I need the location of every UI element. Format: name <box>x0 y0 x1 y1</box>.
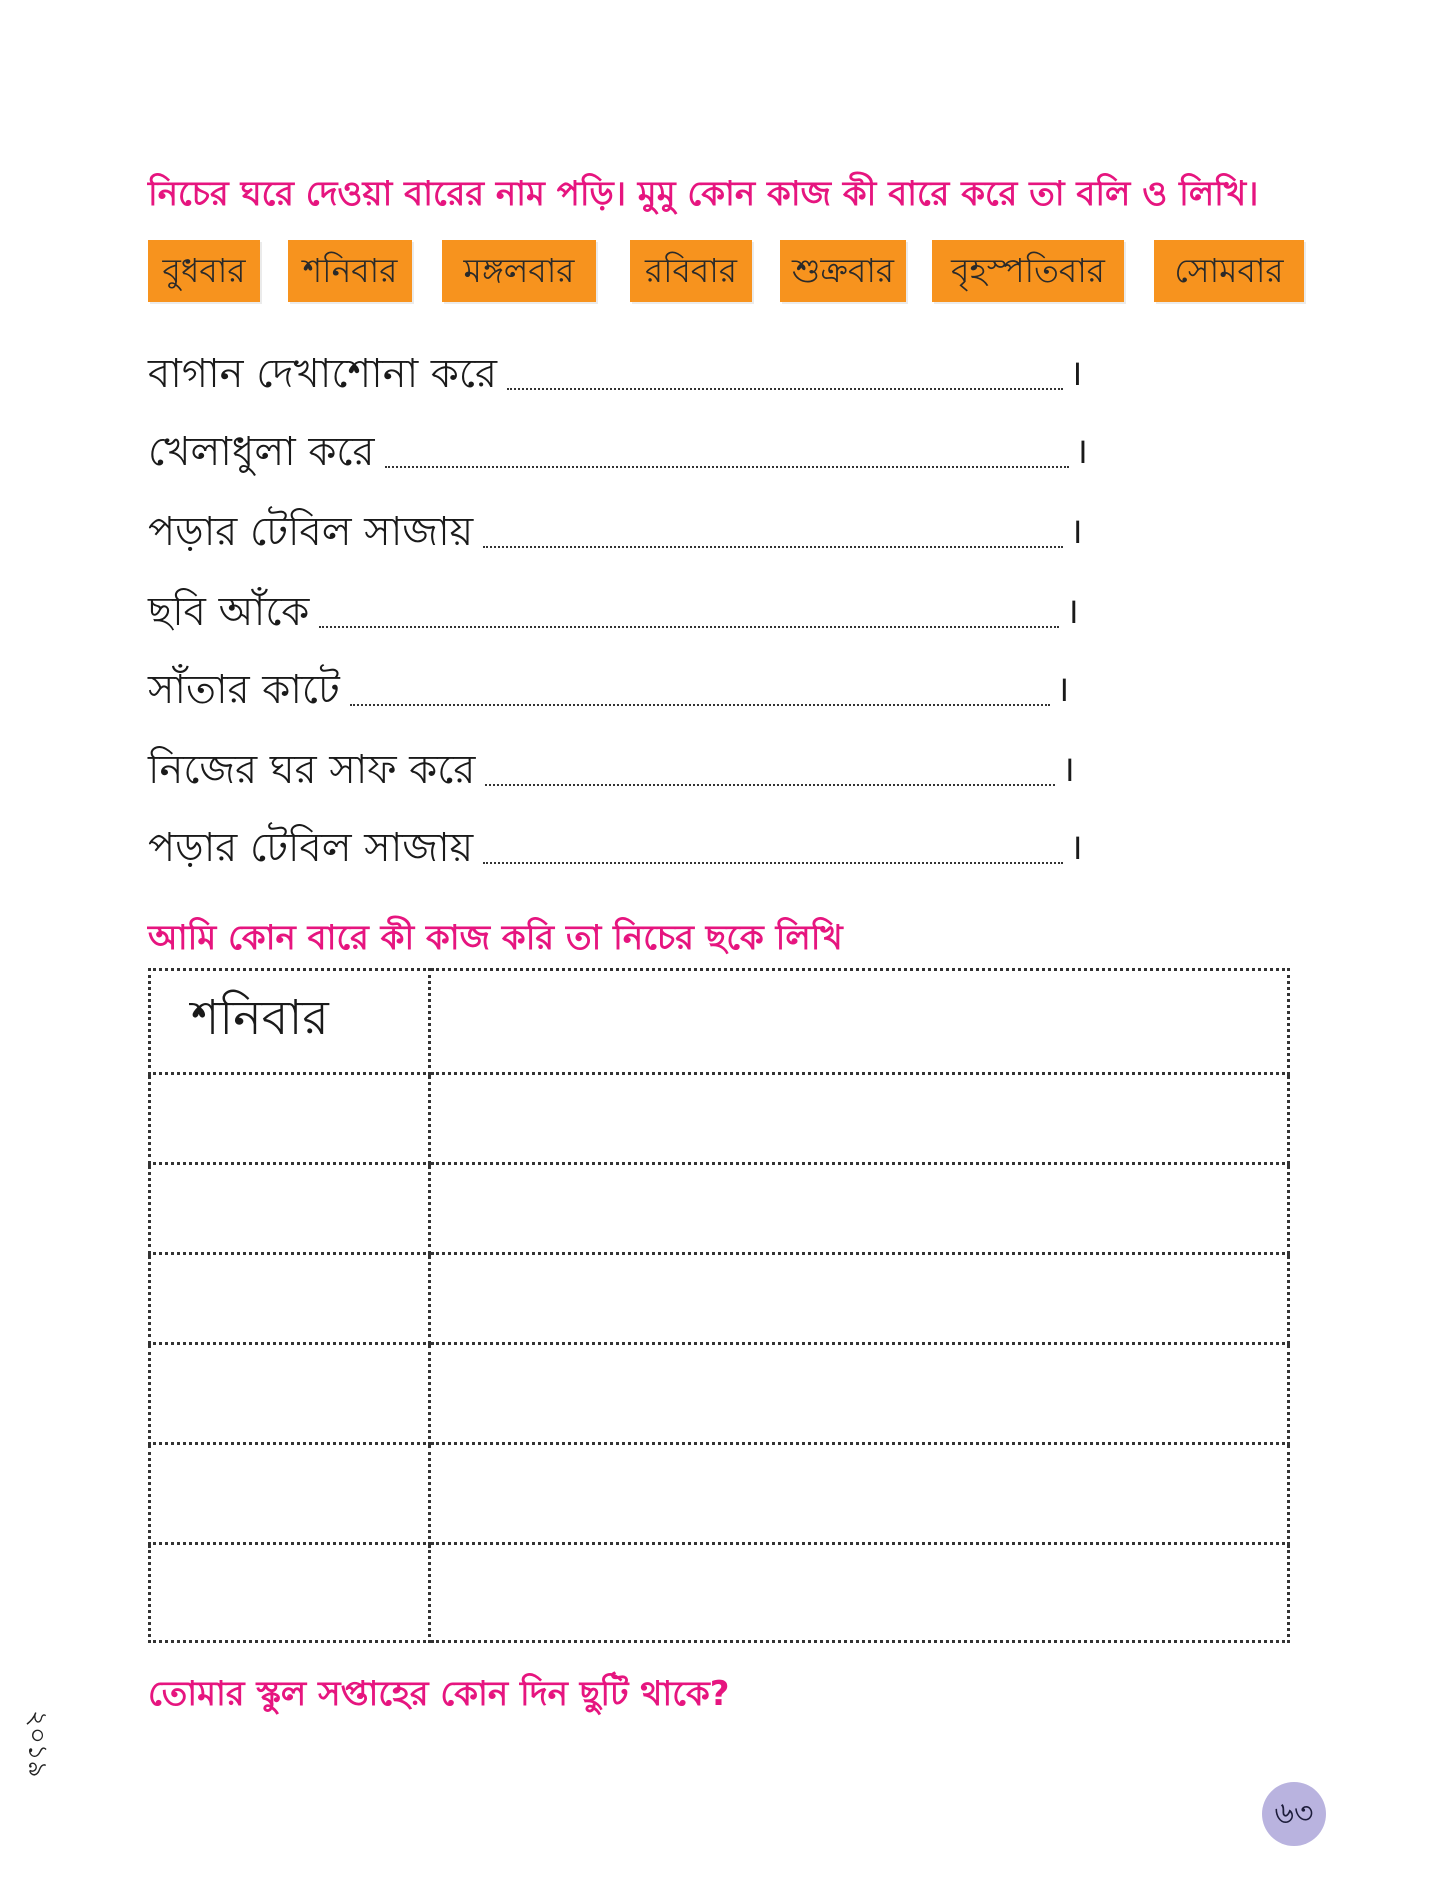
table-row <box>150 1444 1289 1544</box>
table-activity-cell[interactable] <box>430 1074 1289 1164</box>
activity-text: বাগান দেখাশোনা করে <box>148 351 497 397</box>
table-day-cell[interactable] <box>150 1544 430 1642</box>
table-row <box>150 1344 1289 1444</box>
day-chip: শুক্রবার <box>780 240 906 302</box>
table-row <box>150 1254 1289 1344</box>
table-day-cell[interactable] <box>150 1444 430 1544</box>
answer-blank[interactable] <box>485 784 1055 786</box>
instruction-my-week: আমি কোন বারে কী কাজ করি তা নিচের ছকে লিখি <box>148 918 843 958</box>
activity-line <box>148 504 1083 560</box>
day-chip: শনিবার <box>288 240 412 302</box>
day-chip: রবিবার <box>630 240 752 302</box>
year-mark: ২০১৯ <box>22 1710 52 1778</box>
activity-text: ছবি আঁকে <box>148 589 310 635</box>
activity-line <box>148 742 1075 798</box>
table-activity-cell[interactable] <box>430 1164 1289 1254</box>
day-chip: বুধবার <box>148 240 260 302</box>
line-end-mark: । <box>1074 431 1089 472</box>
page-number-badge: ৬৩ <box>1262 1782 1326 1846</box>
activity-text: পড়ার টেবিল সাজায় <box>148 509 474 555</box>
answer-blank[interactable] <box>319 626 1059 628</box>
line-end-mark: । <box>1065 591 1080 632</box>
table-day-cell[interactable] <box>150 1344 430 1444</box>
answer-blank[interactable] <box>507 388 1063 390</box>
line-end-mark: । <box>1055 669 1070 710</box>
line-end-mark: । <box>1069 827 1083 868</box>
answer-blank[interactable] <box>350 704 1050 706</box>
table-day-cell[interactable] <box>150 1164 430 1254</box>
line-end-mark: । <box>1069 511 1083 552</box>
day-chip: সোমবার <box>1154 240 1304 302</box>
table-activity-cell[interactable] <box>430 1444 1289 1544</box>
table-row <box>150 1164 1289 1254</box>
table-day-cell[interactable] <box>150 1074 430 1164</box>
instruction-read-days: নিচের ঘরে দেওয়া বারের নাম পড়ি। মুমু কোন কাজ কী বারে করে তা বলি ও লিখি। <box>148 174 1259 214</box>
week-activity-table <box>148 968 1290 1643</box>
instruction-holiday-question: তোমার স্কুল সপ্তাহের কোন দিন ছুটি থাকে? <box>148 1674 730 1714</box>
day-chip: মঙ্গলবার <box>442 240 596 302</box>
activity-line <box>148 346 1083 402</box>
answer-blank[interactable] <box>483 546 1063 548</box>
table-row <box>150 970 1289 1074</box>
table-activity-cell[interactable] <box>430 1344 1289 1444</box>
day-chip: বৃহস্পতিবার <box>932 240 1124 302</box>
line-end-mark: । <box>1068 353 1083 394</box>
activity-line <box>148 820 1083 876</box>
activity-line <box>148 662 1069 718</box>
answer-blank[interactable] <box>385 466 1069 468</box>
table-activity-cell[interactable] <box>430 1544 1289 1642</box>
activity-text: নিজের ঘর সাফ করে <box>148 747 476 793</box>
table-row <box>150 1544 1289 1642</box>
activity-text: খেলাধুলা করে <box>148 429 375 475</box>
line-end-mark: । <box>1061 749 1076 790</box>
activity-text: পড়ার টেবিল সাজায় <box>148 825 474 871</box>
table-row <box>150 1074 1289 1164</box>
table-day-cell: শনিবার <box>150 970 430 1074</box>
table-activity-cell[interactable] <box>430 970 1289 1074</box>
answer-blank[interactable] <box>483 862 1063 864</box>
table-day-cell[interactable] <box>150 1254 430 1344</box>
activity-line <box>148 424 1088 480</box>
activity-line <box>148 584 1079 640</box>
table-activity-cell[interactable] <box>430 1254 1289 1344</box>
activity-text: সাঁতার কাটে <box>148 667 340 713</box>
